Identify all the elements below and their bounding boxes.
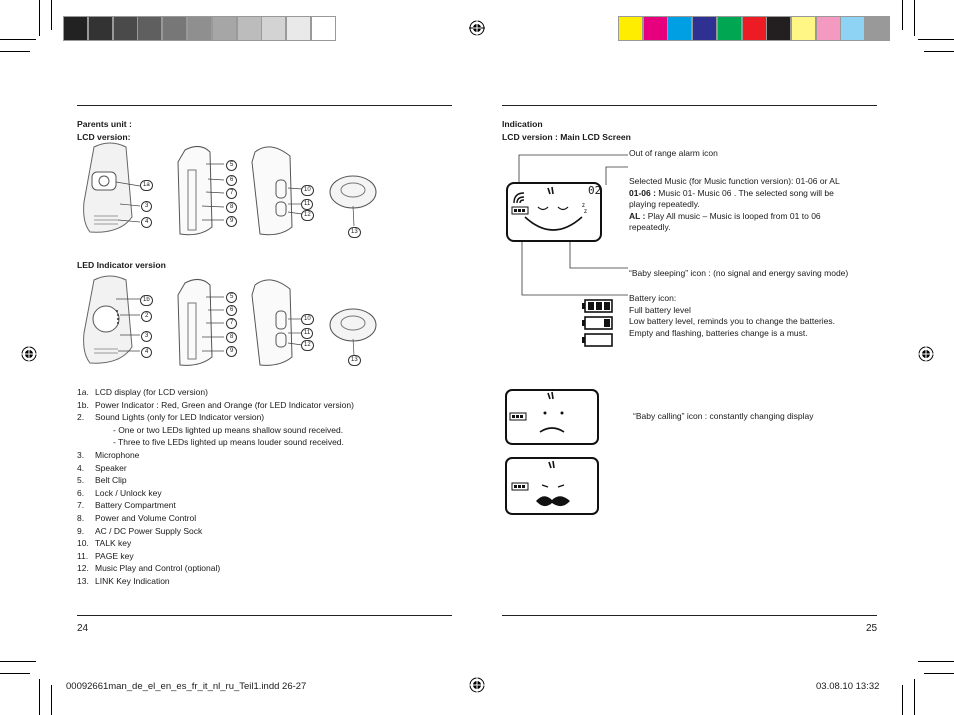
callout-lcd: 1a bbox=[140, 180, 153, 191]
baby-sleeping-text: “Baby sleeping” icon : (no signal and energy saving mode) bbox=[629, 268, 849, 278]
music-line-2 bbox=[629, 188, 840, 200]
parts-list-item bbox=[77, 462, 354, 475]
parts-list bbox=[77, 386, 354, 588]
svg-text:z: z bbox=[582, 203, 585, 209]
callout-led: 3 bbox=[141, 331, 152, 342]
callout-led: 1b bbox=[140, 295, 153, 306]
callout-led: 11 bbox=[301, 328, 313, 339]
color-swatch bbox=[840, 16, 865, 41]
crop-mark bbox=[914, 0, 915, 36]
parts-list-item bbox=[77, 562, 354, 575]
parts-list-number: 6. bbox=[77, 487, 85, 498]
gray-swatch bbox=[162, 16, 187, 41]
page-number-left: 24 bbox=[77, 623, 89, 634]
parts-list-number: 13. bbox=[77, 575, 89, 586]
parts-list-text: TALK key bbox=[95, 538, 132, 549]
lcd-version-label: LCD version: bbox=[77, 132, 131, 142]
parts-list-text: Battery Compartment bbox=[95, 500, 176, 511]
parts-list-item bbox=[77, 499, 354, 512]
slug-datetime: 03.08.10 13:32 bbox=[816, 681, 880, 692]
color-swatch bbox=[643, 16, 668, 41]
callout-led: 10 bbox=[301, 314, 314, 325]
gray-swatch bbox=[311, 16, 336, 41]
gray-swatch bbox=[88, 16, 113, 41]
page-number-right: 25 bbox=[866, 623, 878, 634]
parts-list-text: Music Play and Control (optional) bbox=[95, 563, 221, 574]
parts-list-item bbox=[77, 411, 354, 424]
battery-low-icon bbox=[582, 316, 614, 330]
parts-list-text: - One or two LEDs lighted up means shallow sound received. bbox=[113, 424, 344, 435]
battery-title: Battery icon: bbox=[629, 293, 677, 303]
music-line-5: repeatedly. bbox=[629, 222, 671, 233]
callout-led: 4 bbox=[141, 347, 152, 358]
top-rule-right bbox=[502, 105, 877, 106]
gray-swatch bbox=[261, 16, 286, 41]
parts-list-text: LCD display (for LCD version) bbox=[95, 387, 208, 397]
parts-list-text: Belt Clip bbox=[95, 475, 127, 486]
battery-low-text: Low battery level, reminds you to change the batteries. bbox=[629, 316, 836, 327]
callout-lcd: 3 bbox=[141, 201, 152, 212]
crop-mark bbox=[918, 39, 954, 40]
music-al-text: Play All music – Music is looped from 01 to 06 bbox=[645, 210, 821, 221]
parts-list-number bbox=[77, 424, 95, 437]
parts-list-text: - Three to five LEDs lighted up means louder sound received. bbox=[113, 437, 344, 448]
parts-list-number: 2. bbox=[77, 412, 85, 423]
parts-list-item bbox=[77, 487, 354, 500]
baby-calling-text: “Baby calling” icon : constantly changing display bbox=[633, 411, 814, 421]
parts-list-number: 11. bbox=[77, 550, 89, 561]
music-line-4 bbox=[629, 211, 840, 223]
color-swatch bbox=[865, 16, 890, 41]
parts-list-text: Sound Lights (only for LED Indicator version) bbox=[95, 412, 265, 423]
parts-list-number: 12. bbox=[77, 563, 89, 574]
color-swatch bbox=[692, 16, 717, 41]
main-lcd-screen-label: LCD version : Main LCD Screen bbox=[502, 132, 631, 142]
selected-music-text bbox=[629, 176, 840, 234]
top-rule-left bbox=[77, 105, 452, 106]
parts-list-item bbox=[77, 474, 354, 487]
parts-list-item bbox=[77, 525, 354, 538]
battery-full-text: Full battery level bbox=[629, 304, 691, 315]
crop-mark bbox=[0, 39, 36, 40]
callout-lcd: 11 bbox=[301, 199, 313, 210]
svg-text:z: z bbox=[584, 209, 587, 215]
crop-mark bbox=[902, 0, 903, 30]
callout-lcd: 12 bbox=[301, 210, 314, 221]
crop-mark bbox=[924, 673, 954, 674]
parts-list-number: 8. bbox=[77, 512, 85, 523]
registration-mark-icon bbox=[469, 20, 485, 36]
parts-list-text: Power Indicator : Red, Green and Orange (for LED Indicator version) bbox=[95, 399, 354, 410]
crop-mark bbox=[51, 0, 52, 30]
crop-mark bbox=[51, 685, 52, 715]
parents-unit-heading: Parents unit : bbox=[77, 119, 132, 129]
crop-mark bbox=[914, 679, 915, 715]
parts-list-text: AC / DC Power Supply Sock bbox=[95, 525, 203, 536]
color-swatch bbox=[742, 16, 767, 41]
bottom-rule-left bbox=[77, 615, 452, 616]
crop-mark bbox=[902, 685, 903, 715]
crop-mark bbox=[0, 51, 30, 52]
callout-led: 7 bbox=[226, 318, 237, 329]
gray-swatch bbox=[237, 16, 262, 41]
parts-list-item bbox=[77, 386, 354, 399]
parts-list-item bbox=[77, 399, 354, 412]
parts-list-number: 3. bbox=[77, 449, 85, 460]
parts-list-number: 1a. bbox=[77, 387, 89, 397]
registration-mark-icon bbox=[918, 346, 934, 362]
crop-mark bbox=[39, 679, 40, 715]
callout-lcd: 7 bbox=[226, 188, 237, 199]
parts-list-text: Lock / Unlock key bbox=[95, 487, 162, 498]
music-line-1: Selected Music (for Music function version): 01-06 or AL bbox=[629, 176, 840, 186]
callout-lcd: 6 bbox=[226, 175, 237, 186]
callout-lcd: 5 bbox=[226, 160, 237, 171]
parts-list-number: 9. bbox=[77, 525, 85, 536]
color-swatch bbox=[618, 16, 643, 41]
callout-led: 6 bbox=[226, 305, 237, 316]
led-version-label: LED Indicator version bbox=[77, 260, 166, 270]
music-al-label: AL : bbox=[629, 210, 646, 221]
color-swatch bbox=[766, 16, 791, 41]
parts-list-item bbox=[77, 512, 354, 525]
parts-list-text: Speaker bbox=[95, 462, 127, 473]
parts-list-number bbox=[77, 436, 95, 449]
callout-led: 2 bbox=[141, 311, 152, 322]
music-line-3: playing repeatedly. bbox=[629, 199, 700, 210]
slug-filename: 00092661man_de_el_en_es_fr_it_nl_ru_Teil1.indd 26-27 bbox=[66, 681, 307, 692]
out-of-range-text: Out of range alarm icon bbox=[629, 148, 718, 158]
crop-mark bbox=[918, 661, 954, 662]
parts-list-text: PAGE key bbox=[95, 550, 134, 561]
parts-list-number: 7. bbox=[77, 500, 85, 511]
callout-led: 13 bbox=[348, 355, 361, 366]
parts-list-item bbox=[77, 424, 354, 437]
crop-mark bbox=[0, 673, 30, 674]
parts-list-item bbox=[77, 436, 354, 449]
parts-list-item bbox=[77, 449, 354, 462]
color-swatch bbox=[667, 16, 692, 41]
parts-list-number: 4. bbox=[77, 462, 85, 473]
registration-mark-icon bbox=[469, 677, 485, 693]
parts-list-text: Power and Volume Control bbox=[95, 512, 197, 523]
callout-led: 5 bbox=[226, 292, 237, 303]
callout-lcd: 10 bbox=[301, 185, 314, 196]
callout-lcd: 8 bbox=[226, 202, 237, 213]
parts-list-text: LINK Key Indication bbox=[95, 575, 170, 586]
color-swatch bbox=[816, 16, 841, 41]
main-lcd-screen bbox=[500, 145, 630, 305]
lcd-music-digits: 02 bbox=[588, 184, 602, 197]
battery-text bbox=[629, 293, 835, 339]
music-01-06-label: 01-06 : bbox=[629, 187, 656, 198]
callout-led: 9 bbox=[226, 346, 237, 357]
parts-list-number: 1b. bbox=[77, 399, 89, 410]
gray-swatch bbox=[286, 16, 311, 41]
crop-mark bbox=[39, 0, 40, 36]
indication-heading: Indication bbox=[502, 119, 543, 129]
crop-mark bbox=[0, 661, 36, 662]
battery-full-icon bbox=[582, 299, 614, 313]
callout-lcd: 4 bbox=[141, 217, 152, 228]
baby-calling-screen-1 bbox=[504, 388, 600, 446]
gray-swatch bbox=[212, 16, 237, 41]
parts-list-item bbox=[77, 537, 354, 550]
battery-empty-text: Empty and flashing, batteries change is a must. bbox=[629, 327, 808, 338]
registration-mark-icon bbox=[21, 346, 37, 362]
music-01-06-text: Music 01- Music 06 . The selected song will be bbox=[655, 187, 834, 198]
parts-list-item bbox=[77, 575, 354, 588]
color-swatch bbox=[791, 16, 816, 41]
crop-mark bbox=[924, 51, 954, 52]
battery-empty-icon bbox=[582, 333, 614, 347]
parts-list-number: 10. bbox=[77, 538, 89, 549]
parts-list-text: Microphone bbox=[95, 449, 140, 460]
callout-led: 12 bbox=[301, 340, 314, 351]
bottom-rule-right bbox=[502, 615, 877, 616]
baby-calling-screen-2 bbox=[504, 456, 600, 516]
parts-list-item bbox=[77, 550, 354, 563]
gray-swatch bbox=[187, 16, 212, 41]
callout-lcd: 9 bbox=[226, 216, 237, 227]
gray-swatch bbox=[63, 16, 88, 41]
gray-swatch bbox=[137, 16, 162, 41]
callout-lcd: 13 bbox=[348, 227, 361, 238]
parts-list-number: 5. bbox=[77, 475, 85, 486]
callout-led: 8 bbox=[226, 332, 237, 343]
gray-swatch bbox=[113, 16, 138, 41]
color-swatch bbox=[717, 16, 742, 41]
